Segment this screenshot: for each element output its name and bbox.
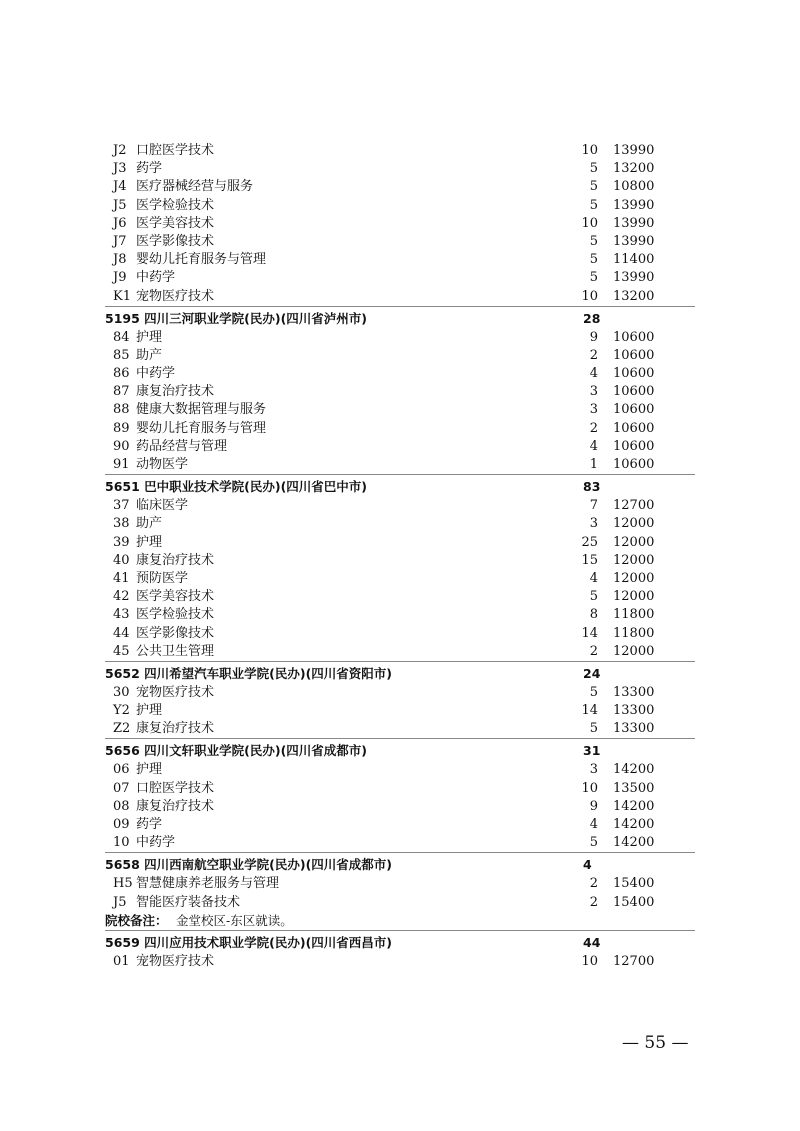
major-quota: 4 <box>589 570 598 586</box>
major-name: 宠物医疗技术 <box>136 953 215 969</box>
major-code: J4 <box>113 179 127 195</box>
major-quota: 7 <box>589 498 598 514</box>
major-name: 康复治疗技术 <box>136 798 215 814</box>
major-code: J7 <box>113 233 127 249</box>
major-tuition: 12000 <box>613 643 655 659</box>
major-quota: 5 <box>589 684 598 700</box>
major-row <box>0 816 800 834</box>
major-quota: 5 <box>589 721 598 737</box>
major-name: 医学影像技术 <box>136 625 215 641</box>
major-row <box>0 438 800 456</box>
major-code: 38 <box>113 516 130 532</box>
major-code: H5 <box>113 876 133 892</box>
major-name: 动物医学 <box>136 457 189 472</box>
major-code: 87 <box>113 384 130 400</box>
major-quota: 5 <box>589 197 598 213</box>
major-row <box>0 875 800 893</box>
major-row <box>0 798 800 816</box>
major-row <box>0 570 800 588</box>
major-quota: 10 <box>581 953 598 969</box>
major-quota: 4 <box>589 366 598 382</box>
major-name: 护理 <box>136 762 163 778</box>
major-name: 医学影像技术 <box>136 233 215 249</box>
major-name: 药品经营与管理 <box>136 438 228 454</box>
major-name: 医学美容技术 <box>136 215 215 231</box>
major-name: 口腔医学技术 <box>136 143 215 158</box>
major-code: 84 <box>113 329 130 345</box>
major-row <box>0 606 800 624</box>
major-code: J3 <box>113 161 127 177</box>
school-header-row <box>0 933 800 953</box>
major-row <box>0 269 800 287</box>
school-name: 5658 四川西南航空职业学院(民办)(四川省成都市) <box>105 857 392 873</box>
major-name: 预防医学 <box>136 570 189 586</box>
major-quota: 9 <box>589 329 598 345</box>
school-name: 5651 巴中职业技术学院(民办)(四川省巴中市) <box>105 479 367 495</box>
major-code: 44 <box>113 625 130 641</box>
major-code: 30 <box>113 684 130 700</box>
major-row <box>0 288 800 306</box>
major-tuition: 11800 <box>613 607 655 623</box>
major-row <box>0 215 800 233</box>
major-tuition: 12000 <box>613 570 655 586</box>
major-quota: 5 <box>589 161 598 177</box>
major-name: 药学 <box>136 161 163 177</box>
major-name: 医疗器械经营与服务 <box>136 179 254 195</box>
major-code: 41 <box>113 570 130 586</box>
major-code: J8 <box>113 252 127 268</box>
major-code: Z2 <box>113 721 131 737</box>
school-total-quota: 44 <box>583 934 601 950</box>
major-tuition: 10600 <box>613 366 655 382</box>
major-name: 中药学 <box>136 270 176 286</box>
major-quota: 5 <box>589 589 598 605</box>
major-code: 43 <box>113 607 130 623</box>
major-row <box>0 347 800 365</box>
major-tuition: 13990 <box>613 197 655 213</box>
major-name: 医学美容技术 <box>136 589 215 605</box>
major-tuition: 13990 <box>613 215 655 231</box>
major-code: 10 <box>113 835 130 851</box>
page-number: — 55 — <box>622 1033 689 1053</box>
major-code: 86 <box>113 366 130 382</box>
major-code: J5 <box>113 894 127 910</box>
major-row <box>0 625 800 643</box>
major-name: 助产 <box>136 516 163 532</box>
major-quota: 10 <box>581 215 598 231</box>
major-name: 护理 <box>136 534 163 550</box>
major-name: 康复治疗技术 <box>136 552 215 568</box>
major-tuition: 10800 <box>613 179 655 195</box>
major-row <box>0 456 800 474</box>
major-row <box>0 834 800 852</box>
major-tuition: 10600 <box>613 384 655 400</box>
major-code: 01 <box>113 953 130 969</box>
major-code: K1 <box>113 288 131 304</box>
major-name: 护理 <box>136 329 163 345</box>
major-tuition: 13300 <box>613 684 655 700</box>
school-name: 5656 四川文轩职业学院(民办)(四川省成都市) <box>105 743 367 759</box>
major-quota: 2 <box>589 894 598 910</box>
major-tuition: 11800 <box>613 625 655 641</box>
major-tuition: 15400 <box>613 894 655 910</box>
major-quota: 10 <box>581 288 598 304</box>
major-code: 89 <box>113 420 130 436</box>
major-code: J2 <box>113 143 127 158</box>
major-row <box>0 233 800 251</box>
major-quota: 2 <box>589 420 598 436</box>
major-name: 公共卫生管理 <box>136 643 215 659</box>
major-row <box>0 780 800 798</box>
major-row <box>0 142 800 160</box>
major-code: J9 <box>113 270 127 286</box>
major-name: 医学检验技术 <box>136 607 215 623</box>
major-tuition: 12700 <box>613 498 655 514</box>
major-name: 健康大数据管理与服务 <box>136 402 267 418</box>
school-note-text: 金堂校区-东区就读。 <box>176 912 293 928</box>
major-name: 口腔医学技术 <box>136 780 215 796</box>
major-name: 康复治疗技术 <box>136 384 215 400</box>
major-row <box>0 515 800 533</box>
major-name: 助产 <box>136 347 163 363</box>
major-name: 智能医疗装备技术 <box>136 894 241 910</box>
major-quota: 9 <box>589 798 598 814</box>
major-row <box>0 552 800 570</box>
major-row <box>0 383 800 401</box>
major-tuition: 10600 <box>613 438 655 454</box>
school-name: 5195 四川三河职业学院(民办)(四川省泸州市) <box>105 310 367 326</box>
major-tuition: 12000 <box>613 516 655 532</box>
major-tuition: 10600 <box>613 457 655 472</box>
major-row <box>0 251 800 269</box>
major-quota: 2 <box>589 643 598 659</box>
major-code: Y2 <box>113 703 130 719</box>
major-row <box>0 365 800 383</box>
major-code: 45 <box>113 643 130 659</box>
major-quota: 2 <box>589 876 598 892</box>
major-tuition: 13990 <box>613 233 655 249</box>
major-row <box>0 534 800 552</box>
major-quota: 5 <box>589 233 598 249</box>
major-name: 康复治疗技术 <box>136 721 215 737</box>
major-quota: 3 <box>589 516 598 532</box>
major-quota: 14 <box>581 703 598 719</box>
school-header-row <box>0 741 800 761</box>
major-name: 宠物医疗技术 <box>136 288 215 304</box>
major-name: 护理 <box>136 703 163 719</box>
school-total-quota: 31 <box>583 743 601 759</box>
major-tuition: 10600 <box>613 420 655 436</box>
school-header-row <box>0 309 800 329</box>
major-tuition: 13200 <box>613 288 655 304</box>
major-code: 07 <box>113 780 130 796</box>
major-tuition: 13300 <box>613 721 655 737</box>
enrollment-plan-table <box>0 142 800 971</box>
major-name: 智慧健康养老服务与管理 <box>136 876 280 892</box>
major-name: 婴幼儿托育服务与管理 <box>136 420 267 436</box>
major-code: 42 <box>113 589 130 605</box>
school-total-quota: 4 <box>583 857 592 873</box>
major-quota: 14 <box>581 625 598 641</box>
major-code: 08 <box>113 798 130 814</box>
major-row <box>0 197 800 215</box>
major-name: 药学 <box>136 817 163 832</box>
major-tuition: 13300 <box>613 703 655 719</box>
school-total-quota: 83 <box>583 479 601 495</box>
major-tuition: 13500 <box>613 780 655 796</box>
school-name: 5652 四川希望汽车职业学院(民办)(四川省资阳市) <box>105 665 392 681</box>
major-name: 医学检验技术 <box>136 197 215 213</box>
school-total-quota: 28 <box>583 310 601 326</box>
major-row <box>0 894 800 912</box>
school-note-row <box>0 912 800 930</box>
major-row <box>0 401 800 419</box>
major-tuition: 14200 <box>613 762 655 778</box>
school-header-row <box>0 855 800 875</box>
major-code: J6 <box>113 215 127 231</box>
school-name: 5659 四川应用技术职业学院(民办)(四川省西昌市) <box>105 934 392 950</box>
major-quota: 10 <box>581 143 598 158</box>
major-quota: 5 <box>589 179 598 195</box>
major-tuition: 12000 <box>613 589 655 605</box>
major-row <box>0 643 800 661</box>
major-tuition: 13990 <box>613 143 655 158</box>
major-row <box>0 953 800 971</box>
major-tuition: 11400 <box>613 252 655 268</box>
major-quota: 15 <box>581 552 598 568</box>
major-row <box>0 420 800 438</box>
major-quota: 5 <box>589 835 598 851</box>
major-tuition: 13990 <box>613 270 655 286</box>
major-quota: 4 <box>589 817 598 832</box>
major-quota: 10 <box>581 780 598 796</box>
major-name: 中药学 <box>136 366 176 382</box>
major-quota: 3 <box>589 384 598 400</box>
major-tuition: 12700 <box>613 953 655 969</box>
major-row <box>0 761 800 779</box>
major-code: 40 <box>113 552 130 568</box>
major-tuition: 10600 <box>613 329 655 345</box>
major-name: 宠物医疗技术 <box>136 684 215 700</box>
school-header-row <box>0 664 800 684</box>
major-code: 09 <box>113 817 130 832</box>
major-name: 婴幼儿托育服务与管理 <box>136 252 267 268</box>
school-total-quota: 24 <box>583 665 601 681</box>
major-code: 06 <box>113 762 130 778</box>
major-row <box>0 178 800 196</box>
major-quota: 5 <box>589 252 598 268</box>
major-code: 37 <box>113 498 130 514</box>
major-row <box>0 720 800 738</box>
major-code: 85 <box>113 347 130 363</box>
major-code: 90 <box>113 438 130 454</box>
major-tuition: 10600 <box>613 402 655 418</box>
major-tuition: 10600 <box>613 347 655 363</box>
major-quota: 3 <box>589 762 598 778</box>
major-name: 中药学 <box>136 835 176 851</box>
major-row <box>0 497 800 515</box>
major-tuition: 14200 <box>613 835 655 851</box>
major-tuition: 14200 <box>613 817 655 832</box>
major-tuition: 12000 <box>613 552 655 568</box>
major-code: 91 <box>113 457 130 472</box>
major-code: 39 <box>113 534 130 550</box>
major-code: 88 <box>113 402 130 418</box>
school-note-label: 院校备注： <box>105 912 168 928</box>
major-quota: 5 <box>589 270 598 286</box>
major-tuition: 12000 <box>613 534 655 550</box>
major-quota: 1 <box>589 457 598 472</box>
major-code: J5 <box>113 197 127 213</box>
major-quota: 4 <box>589 438 598 454</box>
major-tuition: 13200 <box>613 161 655 177</box>
major-name: 临床医学 <box>136 498 189 514</box>
major-quota: 8 <box>589 607 598 623</box>
major-quota: 3 <box>589 402 598 418</box>
major-row <box>0 160 800 178</box>
major-quota: 2 <box>589 347 598 363</box>
major-tuition: 14200 <box>613 798 655 814</box>
major-row <box>0 702 800 720</box>
major-row <box>0 588 800 606</box>
major-quota: 25 <box>581 534 598 550</box>
school-header-row <box>0 477 800 497</box>
major-row <box>0 329 800 347</box>
major-row <box>0 684 800 702</box>
major-tuition: 15400 <box>613 876 655 892</box>
